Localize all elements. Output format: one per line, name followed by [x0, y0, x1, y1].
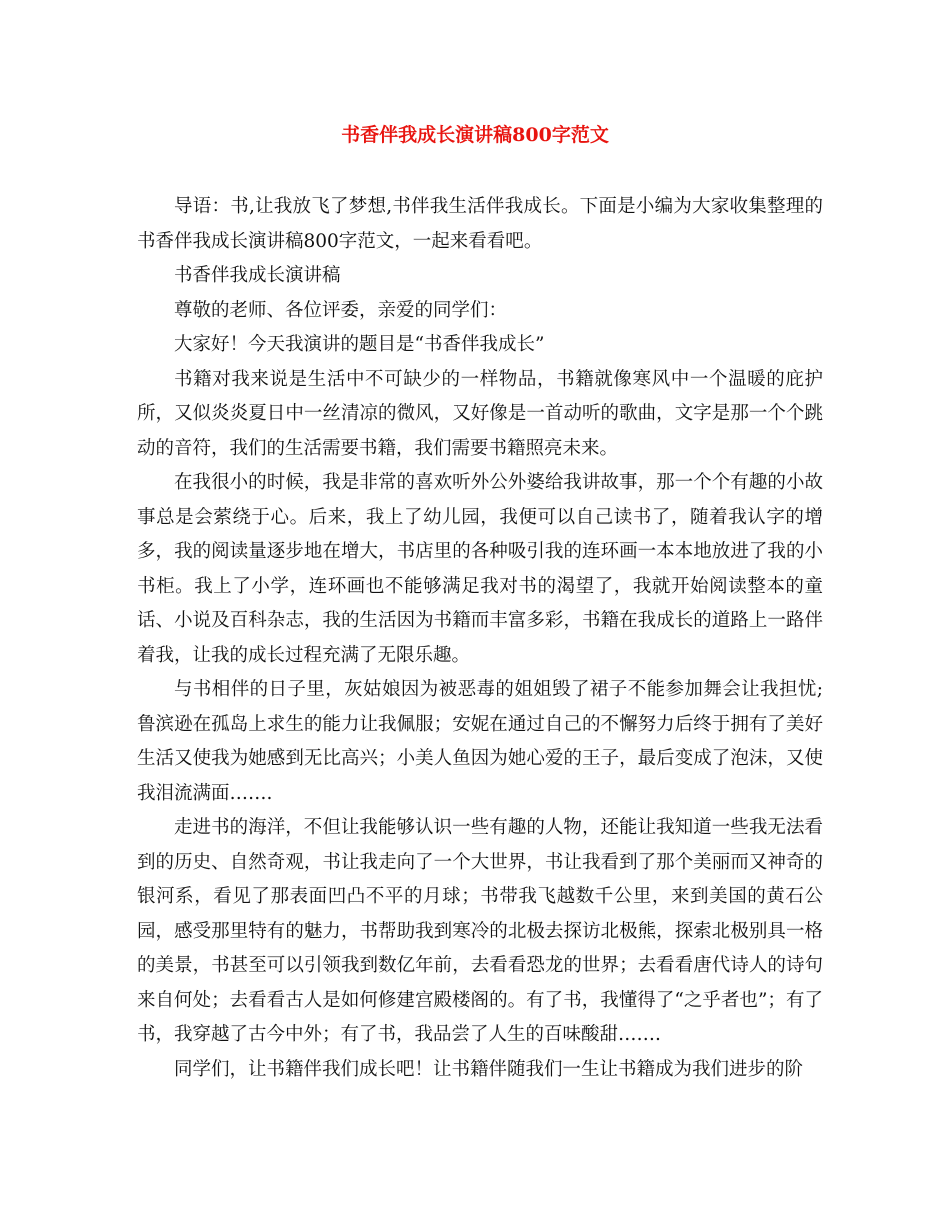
paragraph-subtitle: 书香伴我成长演讲稿	[174, 265, 341, 286]
paragraph-greeting: 大家好！今天我演讲的题目是“书香伴我成长”	[174, 334, 545, 355]
paragraph-intro: 导语：书,让我放飞了梦想,书伴我生活伴我成长。下面是小编为大家收集整理的书香伴我成长演讲稿800字范文，一起来看看吧。	[137, 196, 823, 252]
paragraph-salutation: 尊敬的老师、各位评委，亲爱的同学们：	[174, 299, 508, 321]
document-title: 书香伴我成长演讲稿800字范文	[341, 124, 609, 146]
paragraph-body: 在我很小的时候，我是非常的喜欢听外公外婆给我讲故事，那一个个有趣的小故事总是会萦绕于心。后来，我上了幼儿园，我便可以自己读书了，随着我认字的增多，我的阅读量逐步地在增大，书店里的各种吸引我的连环画一本本地放进了我的小书柜。我上了小学，连环画也不能够满足我对书的渴望了，我就开始阅读整本的童话、小说及百科杂志，我的生活因为书籍而丰富多彩，书籍在我成长的道路上一路伴着我，让我的成长过程充满了无限乐趣。	[137, 472, 823, 666]
paragraph-body: 书籍对我来说是生活中不可缺少的一样物品，书籍就像寒风中一个温暖的庇护所，又似炎炎夏日中一丝清凉的微风，又好像是一首动听的歌曲，文字是那一个个跳动的音符，我们的生活需要书籍，我们需要书籍照亮未来。	[137, 368, 823, 459]
document-body	[137, 190, 823, 1087]
paragraph-closing: 同学们，让书籍伴我们成长吧！让书籍伴随我们一生让书籍成为我们进步的阶	[174, 1058, 804, 1080]
paragraph-body: 与书相伴的日子里，灰姑娘因为被恶毒的姐姐毁了裙子不能参加舞会让我担忧;鲁滨逊在孤岛上求生的能力让我佩服；安妮在通过自己的不懈努力后终于拥有了美好生活又使我为她感到无比高兴；小美人鱼因为她心爱的王子，最后变成了泡沫，又使我泪流满面…….	[137, 679, 823, 804]
paragraph-body: 走进书的海洋，不但让我能够认识一些有趣的人物，还能让我知道一些我无法看到的历史、自然奇观，书让我走向了一个大世界，书让我看到了那个美丽而又神奇的银河系，看见了那表面凹凸不平的月球；书带我飞越数千公里，来到美国的黄石公园，感受那里特有的魅力，书帮助我到寒冷的北极去探访北极熊，探索北极别具一格的美景，书甚至可以引领我到数亿年前，去看看恐龙的世界；去看看唐代诗人的诗句来自何处；去看看古人是如何修建宫殿楼阁的。有了书，我懂得了“之乎者也”；有了书，我穿越了古今中外；有了书，我品尝了人生的百味酸甜…….	[137, 817, 823, 1045]
